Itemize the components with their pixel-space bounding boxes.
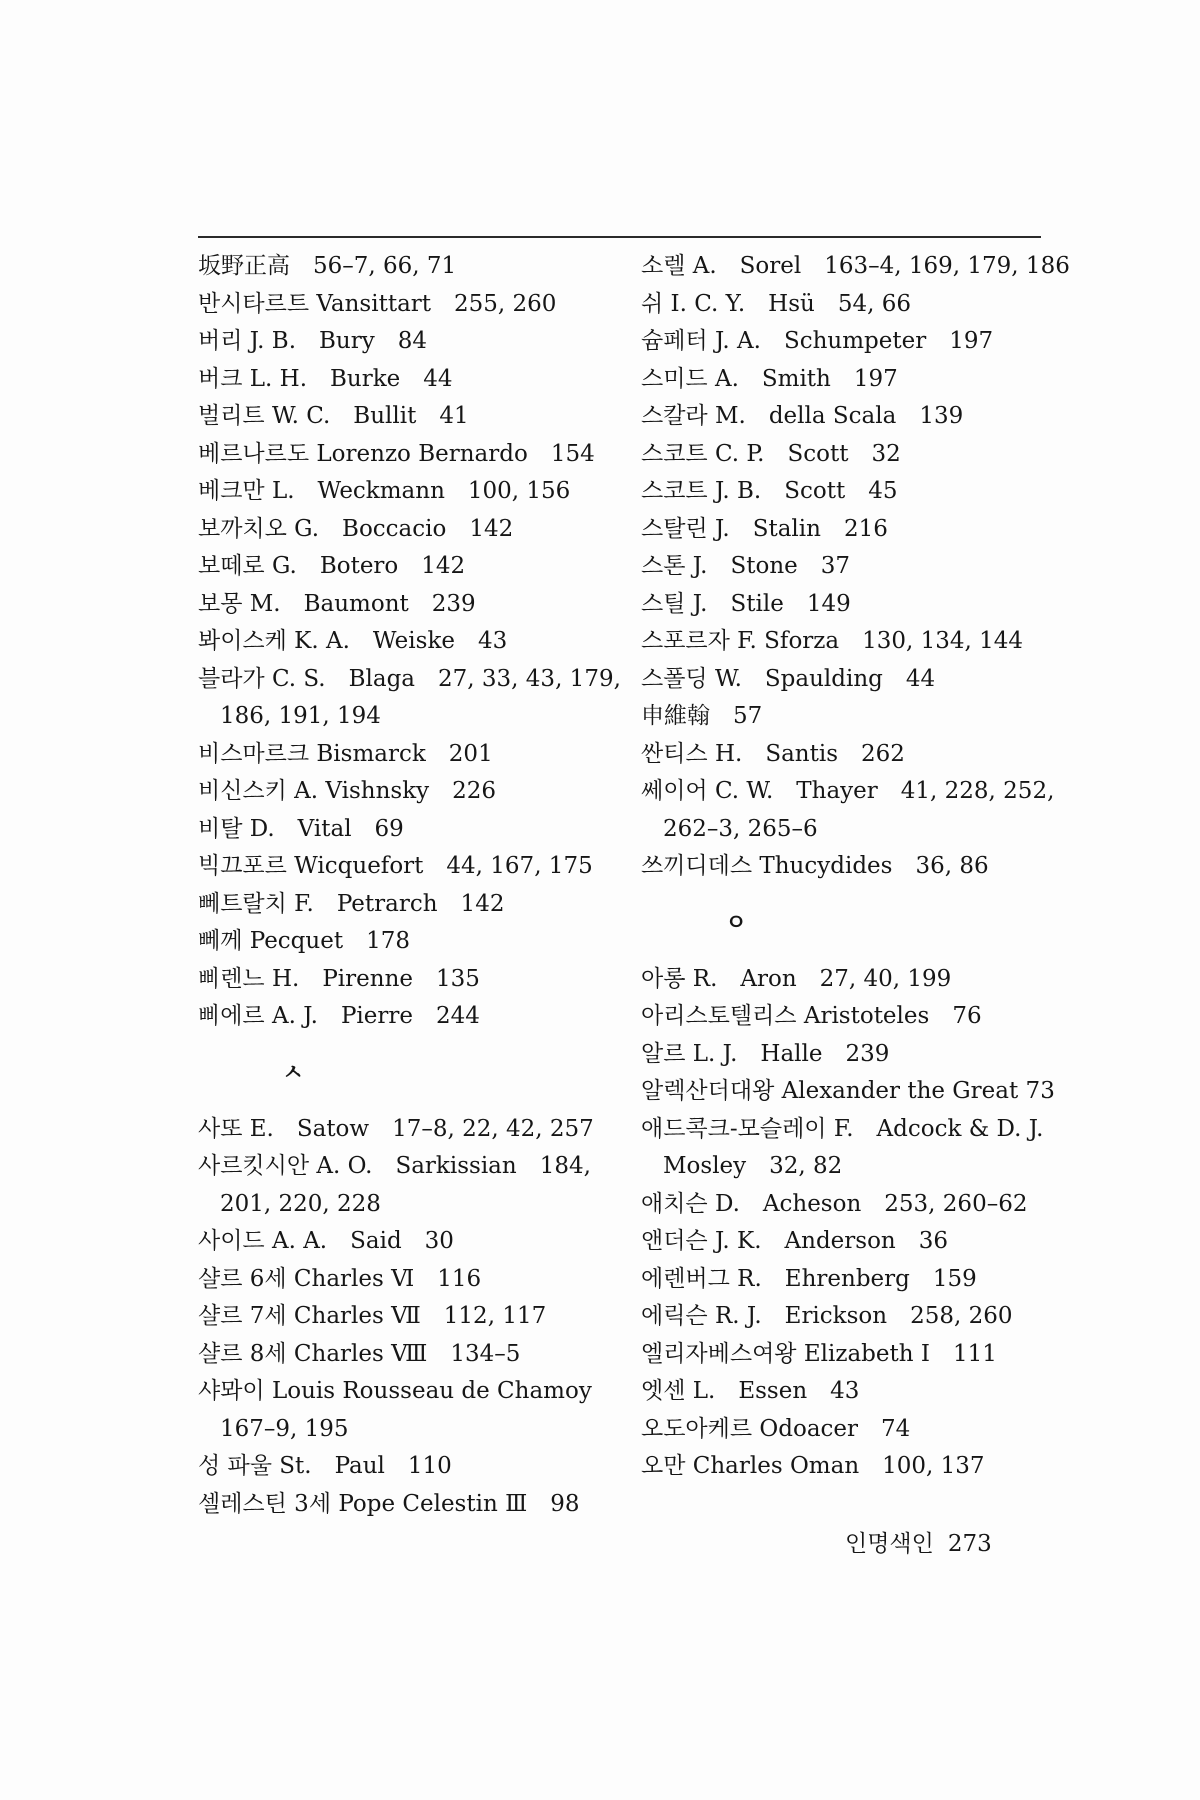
index-entry: 아롱 R. Aron 27, 40, 199 xyxy=(641,965,952,992)
index-entry: 버크 L. H. Burke 44 xyxy=(198,365,453,392)
index-entry: 엘리자베스여왕 Elizabeth Ⅰ 111 xyxy=(641,1340,997,1367)
index-entry: 스탈린 J. Stalin 216 xyxy=(641,515,888,542)
index-entry: 뻬께 Pecquet 178 xyxy=(198,928,410,954)
index-entry: 坂野正高 56–7, 66, 71 xyxy=(198,253,457,279)
index-entry: 사이드 A. A. Said 30 xyxy=(198,1228,454,1254)
index-entry: 쎄이어 C. W. Thayer 41, 228, 252, 262–3, 265–6 xyxy=(641,778,1055,842)
index-entry: 스코트 C. P. Scott 32 xyxy=(641,440,901,467)
index-entry: 샤뫄이 Louis Rousseau de Chamoy 167–9, 195 xyxy=(198,1378,592,1442)
index-entry: 버리 J. B. Bury 84 xyxy=(198,328,427,354)
index-entry: 봐이스케 K. A. Weiske 43 xyxy=(198,628,508,654)
index-entry: 슘페터 J. A. Schumpeter 197 xyxy=(641,328,994,354)
index-entry: 빅끄포르 Wicquefort 44, 167, 175 xyxy=(198,853,593,879)
index-entry: 벌리트 W. C. Bullit 41 xyxy=(198,403,469,429)
index-entry: 앤더슨 J. K. Anderson 36 xyxy=(641,1228,948,1254)
index-entry: 에릭슨 R. J. Erickson 258, 260 xyxy=(641,1303,1013,1329)
index-entry: 아리스토텔리스 Aristoteles 76 xyxy=(641,1003,982,1029)
index-entry: 싼티스 H. Santis 262 xyxy=(641,740,905,767)
index-entry: 오도아케르 Odoacer 74 xyxy=(641,1415,911,1442)
index-entry: 애드콕크-모슬레이 F. Adcock & D. J. Mosley 32, 82 xyxy=(641,1115,1067,1179)
index-entry: 셀레스틴 3세 Pope Celestin Ⅲ 98 xyxy=(198,1490,580,1517)
top-rule xyxy=(198,236,1041,238)
index-entry: 에렌버그 R. Ehrenberg 159 xyxy=(641,1265,977,1292)
index-entry: 반시타르트 Vansittart 255, 260 xyxy=(198,290,557,317)
index-entry: 삐에르 A. J. Pierre 244 xyxy=(198,1003,480,1029)
index-entry: 비스마르크 Bismarck 201 xyxy=(198,740,493,767)
index-entry: 보까치오 G. Boccacio 142 xyxy=(198,515,514,542)
index-entry: 성 파울 St. Paul 110 xyxy=(198,1453,452,1479)
index-entry: 스틸 J. Stile 149 xyxy=(641,590,851,617)
index-entry: 애치슨 D. Acheson 253, 260–62 xyxy=(641,1190,1028,1217)
index-entry: 스폴딩 W. Spaulding 44 xyxy=(641,665,936,692)
section-heading: ㅅ xyxy=(282,1060,304,1086)
index-entry: 쓰끼디데스 Thucydides 36, 86 xyxy=(641,853,989,879)
right-column xyxy=(641,248,1071,1486)
index-entry: 비신스키 A. Vishnsky 226 xyxy=(198,778,497,804)
index-entry: 사또 E. Satow 17–8, 22, 42, 257 xyxy=(198,1115,594,1142)
index-entry: 사르킷시안 A. O. Sarkissian 184, 201, 220, 228 xyxy=(198,1153,591,1217)
index-entry: 엣센 L. Essen 43 xyxy=(641,1378,860,1404)
index-entry: 블라가 C. S. Blaga 27, 33, 43, 179, 186, 191, 194 xyxy=(198,665,621,729)
index-entry: 스톤 J. Stone 37 xyxy=(641,553,851,579)
index-entry: 스칼라 M. della Scala 139 xyxy=(641,403,964,429)
index-entry: 알렉산더대왕 Alexander the Great 73 xyxy=(641,1078,1055,1104)
index-entry: 샬르 6세 Charles Ⅵ 116 xyxy=(198,1265,482,1292)
index-entry: 스포르자 F. Sforza 130, 134, 144 xyxy=(641,628,1024,654)
index-entry: 알르 L. J. Halle 239 xyxy=(641,1040,890,1067)
footer-label: 인명색인 xyxy=(845,1531,934,1557)
index-entry: 삐렌느 H. Pirenne 135 xyxy=(198,965,480,992)
index-entry: 뻬트랄치 F. Petrarch 142 xyxy=(198,890,505,917)
index-entry: 베르나르도 Lorenzo Bernardo 154 xyxy=(198,440,595,467)
index-entry: 오만 Charles Oman 100, 137 xyxy=(641,1453,985,1479)
page-number: 273 xyxy=(947,1531,992,1557)
index-entry: 베크만 L. Weckmann 100, 156 xyxy=(198,478,571,504)
index-entry: 샬르 7세 Charles Ⅶ 112, 117 xyxy=(198,1303,547,1329)
index-entry: 쉬 I. C. Y. Hsü 54, 66 xyxy=(641,290,911,317)
index-entry: 보떼로 G. Botero 142 xyxy=(198,553,466,579)
index-entry: 비탈 D. Vital 69 xyxy=(198,815,404,842)
index-entry: 申維翰 57 xyxy=(641,703,763,729)
index-entry: 샬르 8세 Charles Ⅷ 134–5 xyxy=(198,1340,521,1367)
page-footer xyxy=(845,1525,992,1558)
left-column xyxy=(198,248,628,1523)
index-entry: 보몽 M. Baumont 239 xyxy=(198,590,476,617)
section-heading: ㅇ xyxy=(725,910,747,936)
index-entry: 스코트 J. B. Scott 45 xyxy=(641,478,898,504)
index-entry: 소렐 A. Sorel 163–4, 169, 179, 186 xyxy=(641,253,1070,279)
index-entry: 스미드 A. Smith 197 xyxy=(641,365,898,392)
